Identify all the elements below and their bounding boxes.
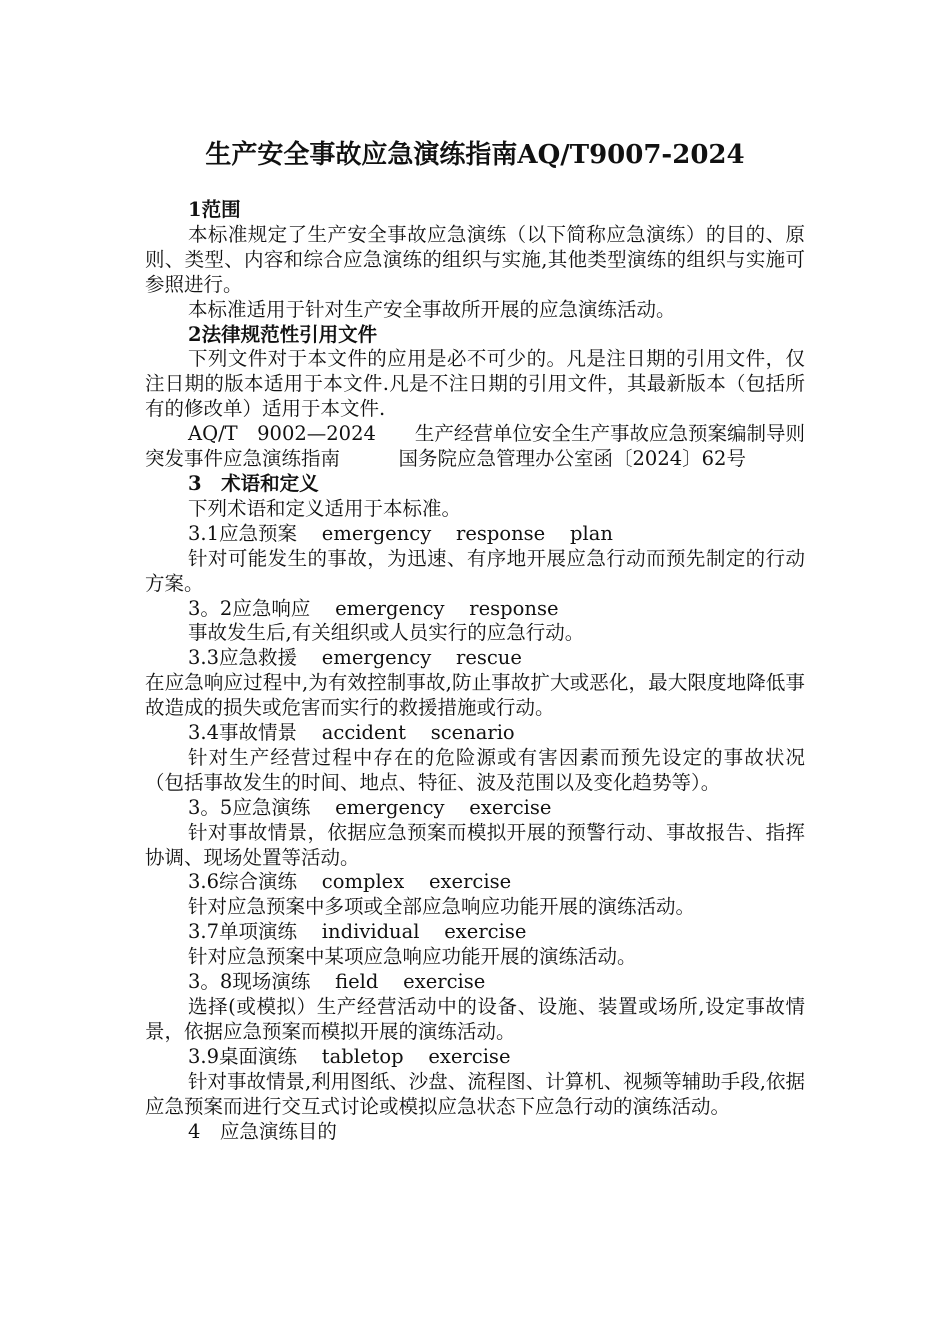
term-3-9-definition: 针对事故情景,利用图纸、沙盘、流程图、计算机、视频等辅助手段,依据应急预案而进行交互式讨论或模拟应急状态下应急行动的演练活动。 — [145, 1069, 805, 1118]
term-3-5-definition: 针对事故情景，依据应急预案而模拟开展的预警行动、事故报告、指挥协调、现场处置等活动。 — [145, 820, 805, 869]
section-2-reference: AQ/T 9002—2024 生产经营单位安全生产事故应急预案编制导则突发事件应急演练指南 国务院应急管理办公室函〔2024〕62号 — [145, 422, 805, 471]
section-4-heading: 4 应急演练目的 — [188, 1119, 337, 1143]
term-3-7-heading: 3.7单项演练 individual exercise — [188, 920, 527, 944]
term-3-1-definition: 针对可能发生的事故，为迅速、有序地开展应急行动而预先制定的行动方案。 — [145, 546, 805, 595]
section-2-heading: 2法律规范性引用文件 — [188, 322, 378, 346]
term-3-4-definition: 针对生产经营过程中存在的危险源或有害因素而预先设定的事故状况（包括事故发生的时间、地点、特征、波及范围以及变化趋势等）。 — [145, 745, 805, 794]
section-1-heading: 1范围 — [188, 198, 241, 221]
term-3-8-heading: 3。8现场演练 field exercise — [188, 970, 486, 994]
term-3-1-heading: 3.1应急预案 emergency response plan — [188, 521, 613, 545]
section-1-paragraph-2: 本标准适用于针对生产安全事故所开展的应急演练活动。 — [188, 297, 676, 321]
document-body — [145, 198, 805, 1144]
term-3-9-heading: 3.9桌面演练 tabletop exercise — [188, 1044, 511, 1068]
document-title: 生产安全事故应急演练指南AQ/T9007-2024 — [205, 140, 745, 170]
section-1-paragraph-1: 本标准规定了生产安全事故应急演练（以下简称应急演练）的目的、原则、类型、内容和综合应急演练的组织与实施,其他类型演练的组织与实施可参照进行。 — [145, 222, 805, 296]
section-2-paragraph-1: 下列文件对于本文件的应用是必不可少的。凡是注日期的引用文件，仅注日期的版本适用于本文件.凡是不注日期的引用文件，其最新版本（包括所有的修改单）适用于本文件. — [145, 347, 805, 421]
term-3-8-definition: 选择(或模拟）生产经营活动中的设备、设施、装置或场所,设定事故情景，依据应急预案而模拟开展的演练活动。 — [145, 995, 805, 1043]
term-3-6-definition: 针对应急预案中多项或全部应急响应功能开展的演练活动。 — [188, 895, 696, 919]
term-3-4-heading: 3.4事故情景 accident scenario — [188, 721, 515, 745]
term-3-5-heading: 3。5应急演练 emergency exercise — [188, 795, 552, 819]
section-3-heading: 3 术语和定义 — [188, 471, 319, 495]
section-3-intro: 下列术语和定义适用于本标准。 — [188, 496, 462, 520]
term-3-2-heading: 3。2应急响应 emergency response — [188, 596, 559, 620]
term-3-7-definition: 针对应急预案中某项应急响应功能开展的演练活动。 — [188, 945, 637, 969]
term-3-3-definition: 在应急响应过程中,为有效控制事故,防止事故扩大或恶化，最大限度地降低事故造成的损失或危害而实行的救援措施或行动。 — [145, 671, 805, 720]
term-3-2-definition: 事故发生后,有关组织或人员实行的应急行动。 — [188, 621, 585, 645]
term-3-6-heading: 3.6综合演练 complex exercise — [188, 870, 512, 894]
term-3-3-heading: 3.3应急救援 emergency rescue — [188, 646, 522, 670]
